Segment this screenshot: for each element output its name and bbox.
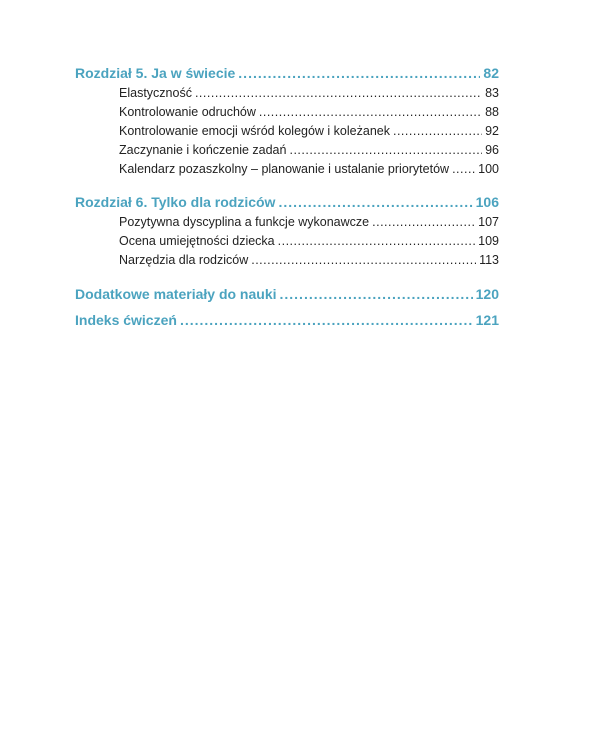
page-number: 121: [475, 312, 499, 328]
page-number: 92: [485, 124, 499, 138]
toc-item[interactable]: [75, 84, 499, 103]
toc-chapter-5[interactable]: [75, 62, 499, 84]
dot-leader: [251, 251, 476, 270]
page-number: 120: [475, 286, 499, 302]
item-title: Narzędzia dla rodziców: [119, 253, 249, 267]
toc-item[interactable]: [75, 122, 499, 141]
page-number: 96: [485, 143, 499, 157]
dot-leader: [452, 160, 475, 179]
dot-leader: [372, 213, 475, 232]
toc-extra-materials[interactable]: [75, 283, 499, 305]
page-number: 109: [478, 234, 499, 248]
toc-chapter-6[interactable]: [75, 191, 499, 213]
page-number: 82: [483, 65, 499, 81]
spacer: [75, 270, 499, 283]
dot-leader: [259, 103, 482, 122]
spacer: [75, 179, 499, 191]
chapter-title: Dodatkowe materiały do nauki: [75, 286, 277, 302]
dot-leader: [289, 141, 482, 160]
item-title: Pozytywna dyscyplina a funkcje wykonawcze: [119, 215, 370, 229]
item-title: Kontrolowanie emocji wśród kolegów i koleżanek: [119, 124, 390, 138]
item-title: Zaczynanie i kończenie zadań: [119, 143, 287, 157]
toc-item[interactable]: [75, 103, 499, 122]
toc-item[interactable]: [75, 160, 499, 179]
page-number: 100: [478, 162, 499, 176]
chapter-title: Indeks ćwiczeń: [75, 312, 177, 328]
toc-exercise-index[interactable]: [75, 309, 499, 331]
item-title: Kalendarz pozaszkolny – planowanie i ustalanie priorytetów: [119, 162, 450, 176]
dot-leader: [238, 62, 480, 84]
item-title: Kontrolowanie odruchów: [119, 105, 256, 119]
page-number: 83: [485, 86, 499, 100]
item-title: Ocena umiejętności dziecka: [119, 234, 275, 248]
toc-item[interactable]: [75, 232, 499, 251]
toc-item[interactable]: [75, 251, 499, 270]
chapter-title: Rozdział 6. Tylko dla rodziców: [75, 194, 276, 210]
dot-leader: [195, 84, 482, 103]
dot-leader: [393, 122, 482, 141]
page-number: 107: [478, 215, 499, 229]
toc-item[interactable]: [75, 141, 499, 160]
page-number: 113: [479, 253, 499, 267]
dot-leader: [180, 309, 473, 331]
dot-leader: [278, 191, 472, 213]
dot-leader: [280, 283, 473, 305]
toc-item[interactable]: [75, 213, 499, 232]
table-of-contents: [75, 62, 499, 331]
page-number: 88: [485, 105, 499, 119]
chapter-title: Rozdział 5. Ja w świecie: [75, 65, 236, 81]
dot-leader: [278, 232, 476, 251]
page-number: 106: [475, 194, 499, 210]
item-title: Elastyczność: [119, 86, 192, 100]
